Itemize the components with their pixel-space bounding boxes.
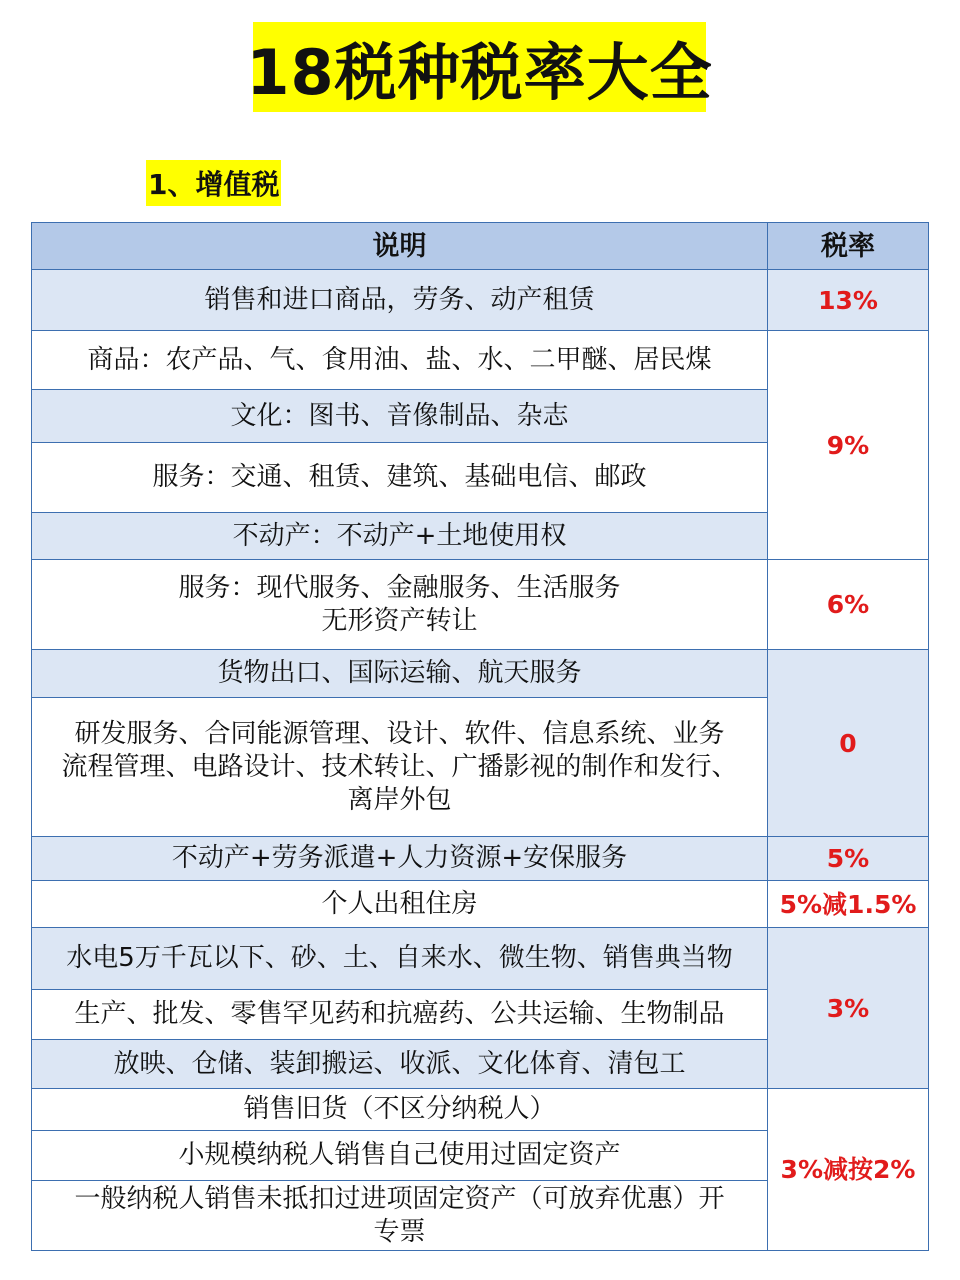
table-row: [32, 331, 929, 390]
row-desc: 货物出口、国际运输、航天服务: [32, 650, 768, 698]
row-desc-line: 研发服务、合同能源管理、设计、软件、信息系统、业务: [74, 718, 725, 749]
table-row: [32, 837, 929, 881]
rate-cell: 5%减1.5%: [768, 881, 929, 928]
row-desc-line: 一般纳税人销售未抵扣过进项固定资产（可放弃优惠）开: [74, 1183, 725, 1214]
table-row: [32, 881, 929, 928]
row-desc: 销售和进口商品，劳务、动产租赁: [32, 270, 768, 331]
row-desc-line: 专票: [373, 1216, 426, 1247]
header-rate: 税率: [768, 223, 929, 270]
row-desc-line: 离岸外包: [347, 784, 452, 815]
row-desc: 放映、仓储、装卸搬运、收派、文化体育、清包工: [32, 1040, 768, 1089]
row-desc: 个人出租住房: [32, 881, 768, 928]
rate-cell: 0: [768, 650, 929, 837]
rate-cell: 9%: [768, 331, 929, 560]
row-desc: [32, 698, 768, 837]
section-heading: 1、增值税: [146, 160, 281, 206]
row-desc: 服务：交通、租赁、建筑、基础电信、邮政: [32, 443, 768, 513]
row-desc: 生产、批发、零售罕见药和抗癌药、公共运输、生物制品: [32, 990, 768, 1040]
row-desc: 商品：农产品、气、食用油、盐、水、二甲醚、居民煤: [32, 331, 768, 390]
row-desc: [32, 1181, 768, 1251]
row-desc: 文化：图书、音像制品、杂志: [32, 390, 768, 443]
header-desc: 说明: [32, 223, 768, 270]
row-desc: [32, 560, 768, 650]
row-desc-line: 无形资产转让: [321, 605, 478, 636]
row-desc: 不动产：不动产+土地使用权: [32, 513, 768, 560]
row-desc-line: 服务：现代服务、金融服务、生活服务: [178, 572, 621, 603]
row-desc: 销售旧货（不区分纳税人）: [32, 1089, 768, 1131]
rate-cell: 3%: [768, 928, 929, 1089]
table-row: [32, 270, 929, 331]
row-desc: 水电5万千瓦以下、砂、土、自来水、微生物、销售典当物: [32, 928, 768, 990]
table-header-row: [32, 223, 929, 270]
row-desc: 小规模纳税人销售自己使用过固定资产: [32, 1131, 768, 1181]
rate-cell: 13%: [768, 270, 929, 331]
row-desc-line: 流程管理、电路设计、技术转让、广播影视的制作和发行、: [61, 751, 738, 782]
table-row: [32, 650, 929, 698]
rate-cell: 6%: [768, 560, 929, 650]
rate-cell: 5%: [768, 837, 929, 881]
table-row: [32, 928, 929, 990]
table-row: [32, 1089, 929, 1131]
row-desc: 不动产+劳务派遣+人力资源+安保服务: [32, 837, 768, 881]
rate-cell: 3%减按2%: [768, 1089, 929, 1251]
table-row: [32, 560, 929, 650]
vat-rate-table: [31, 222, 929, 1251]
page-title: 18税种税率大全: [253, 22, 706, 112]
